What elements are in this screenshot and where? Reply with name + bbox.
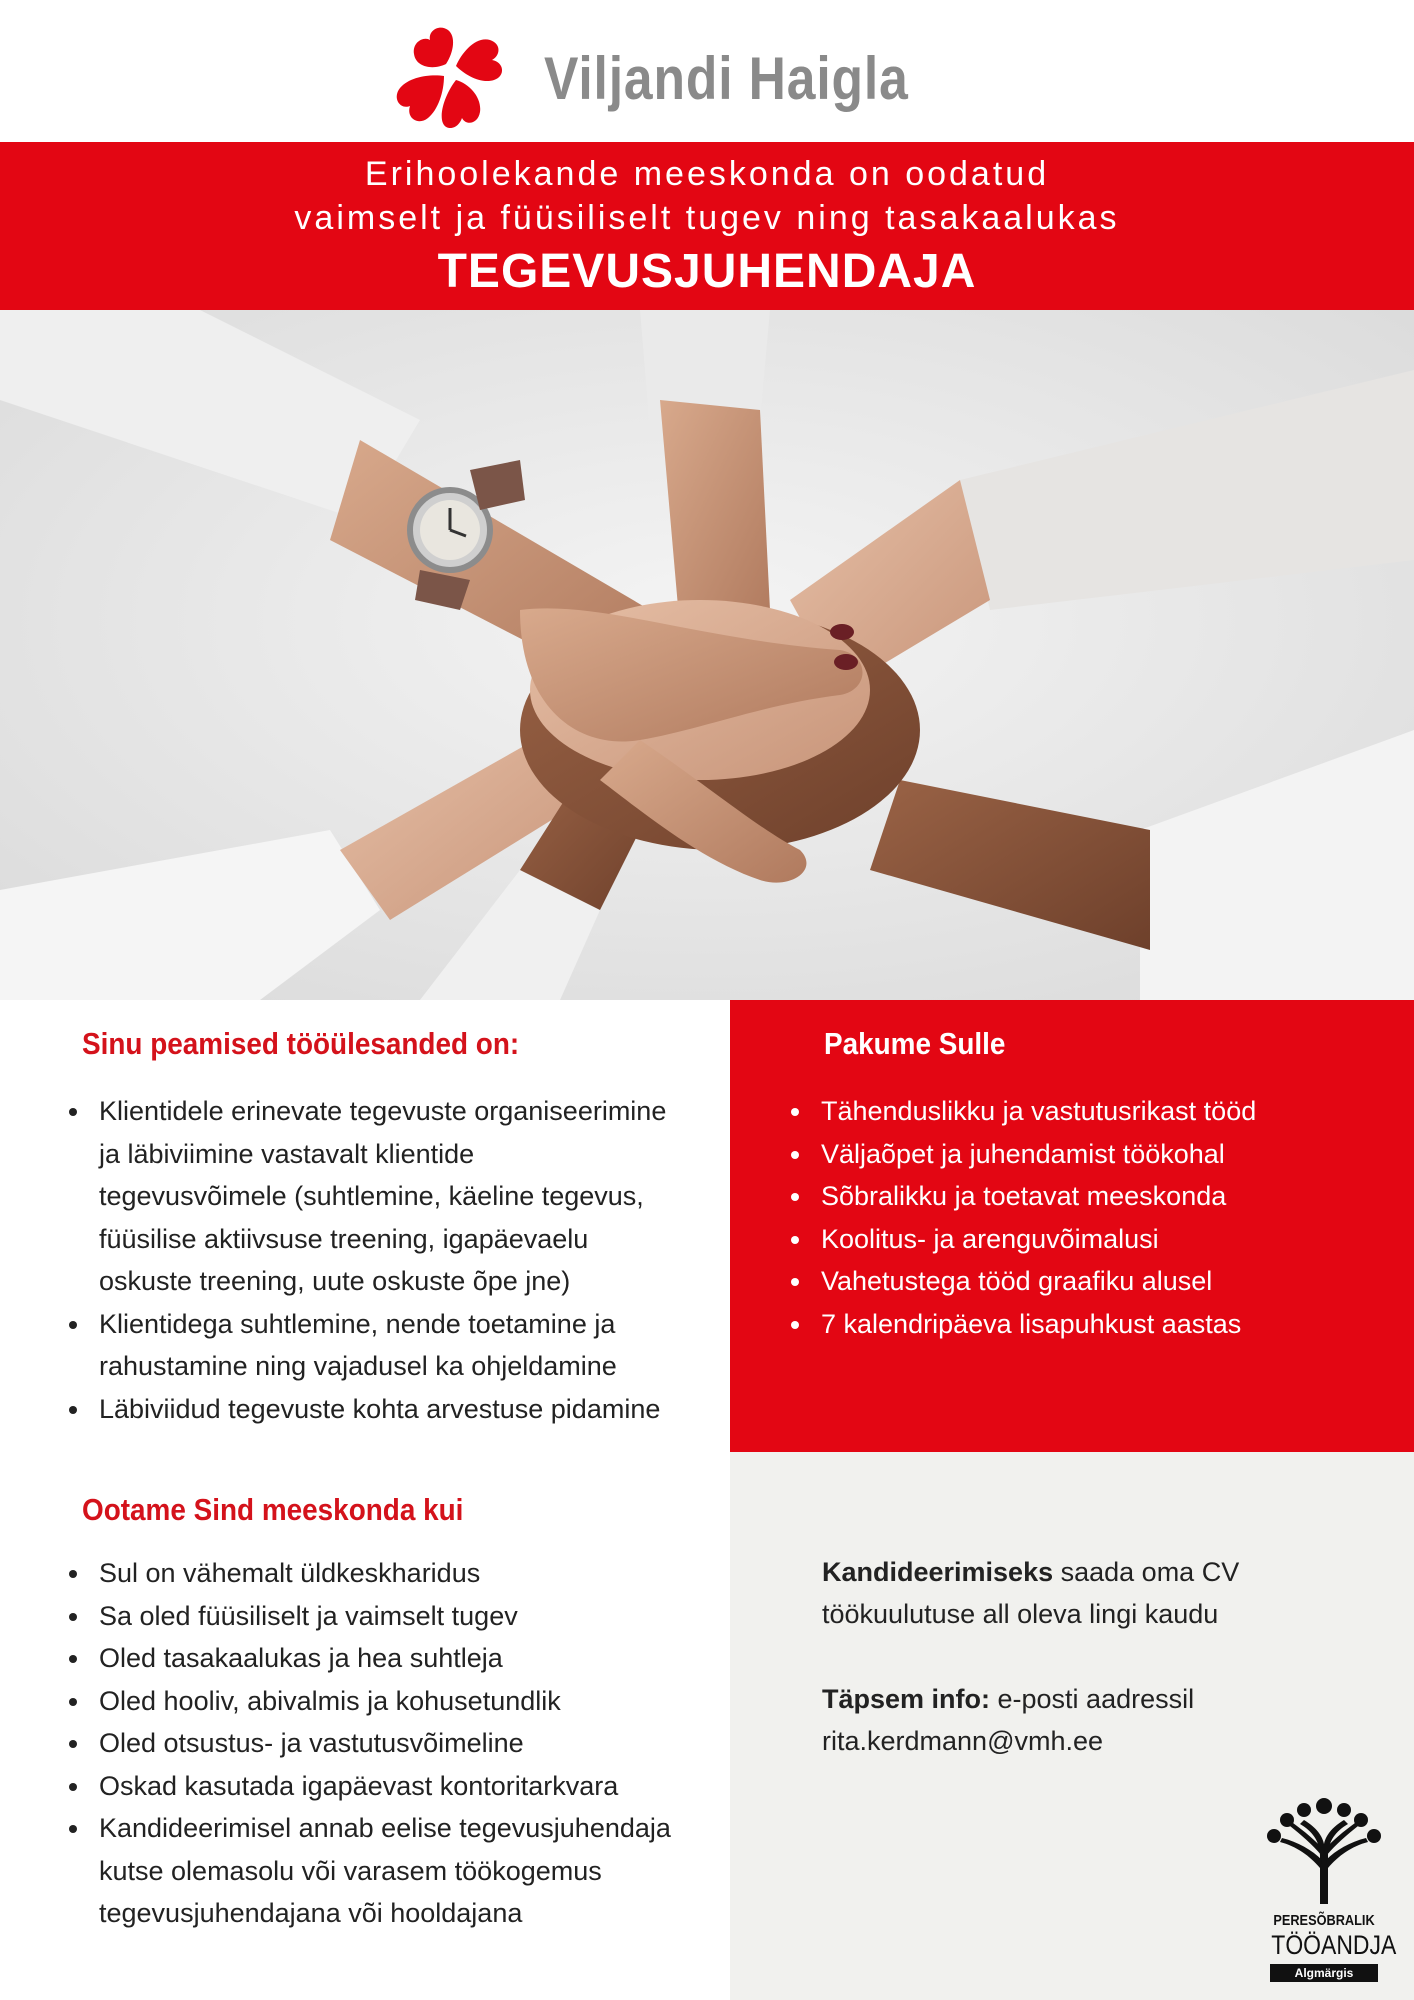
list-item bbox=[66, 1552, 706, 1595]
apply-text bbox=[822, 1551, 1239, 1635]
list-item-line: Klientidega suhtlemine, nende toetamine ja bbox=[99, 1308, 616, 1339]
list-item-line: Oled tasakaalukas ja hea suhtleja bbox=[99, 1643, 503, 1673]
list-item bbox=[66, 1765, 706, 1808]
list-item-line: rahustamine ning vajadusel ka ohjeldamine bbox=[99, 1351, 617, 1381]
stacked-hands-photo bbox=[0, 310, 1414, 1000]
requirements-heading: Ootame Sind meeskonda kui bbox=[82, 1492, 464, 1527]
list-item-line: tegevusvõimele (suhtlemine, käeline tegevus, bbox=[99, 1181, 644, 1211]
offer-list-wrapper bbox=[730, 1000, 1414, 1452]
offer-list bbox=[788, 1090, 1388, 1345]
brand-name: Viljandi Haigla bbox=[544, 45, 909, 112]
list-item bbox=[66, 1303, 706, 1388]
list-item-line: kutse olemasolu või varasem töökogemus bbox=[99, 1855, 602, 1886]
list-item bbox=[66, 1807, 706, 1935]
list-item-line: Sa oled füüsiliselt ja vaimselt tugev bbox=[99, 1600, 518, 1631]
list-item: Sõbralikku ja toetavat meeskonda bbox=[788, 1175, 1388, 1218]
list-item-line: Klientidele erinevate tegevuste organiseerimine bbox=[99, 1096, 667, 1126]
list-item: Väljaõpet ja juhendamist töökohal bbox=[788, 1133, 1388, 1176]
title-banner bbox=[0, 142, 1414, 310]
list-item-line: Läbiviidud tegevuste kohta arvestuse pidamine bbox=[99, 1393, 661, 1424]
requirements-list bbox=[66, 1552, 706, 1935]
list-item: Tähenduslikku ja vastutusrikast tööd bbox=[788, 1090, 1388, 1133]
list-item-line: ja läbiviimine vastavalt klientide bbox=[99, 1138, 475, 1169]
offer-heading: Pakume Sulle bbox=[824, 1026, 1006, 1061]
list-item-line: Kandideerimisel annab eelise tegevusjuhendaja bbox=[99, 1813, 671, 1843]
list-item-line: oskuste treening, uute oskuste õpe jne) bbox=[99, 1266, 571, 1296]
duties-list bbox=[66, 1090, 706, 1430]
list-item: 7 kalendripäeva lisapuhkust aastas bbox=[788, 1303, 1388, 1346]
list-item bbox=[66, 1090, 706, 1303]
banner-line-2: vaimselt ja füüsiliselt tugev ning tasakaalukas bbox=[294, 199, 1120, 237]
info-rest: e-posti aadressil bbox=[990, 1684, 1195, 1714]
list-item: Vahetustega tööd graafiku alusel bbox=[788, 1260, 1388, 1303]
family-friendly-badge bbox=[1262, 1796, 1397, 1986]
list-item-line: füüsilise aktiivsuse treening, igapäevaelu bbox=[99, 1223, 589, 1254]
logo bbox=[366, 18, 926, 138]
info-bold: Täpsem info: bbox=[822, 1684, 991, 1714]
list-item-line: Oskad kasutada igapäevast kontoritarkvara bbox=[99, 1770, 619, 1801]
badge-line-2: TÖÖANDJA bbox=[1271, 1930, 1397, 1960]
job-title: TEGEVUSJUHENDAJA bbox=[437, 245, 977, 298]
info-text bbox=[822, 1678, 1194, 1762]
apply-line-2: töökuulutuse all oleva lingi kaudu bbox=[822, 1599, 1219, 1629]
family-tree-icon bbox=[1262, 1796, 1386, 1906]
list-item-line: Sul on vähemalt üldkeskharidus bbox=[99, 1558, 481, 1588]
list-item-line: Oled otsustus- ja vastutusvõimeline bbox=[99, 1728, 524, 1758]
list-item bbox=[66, 1722, 706, 1765]
list-item bbox=[66, 1637, 706, 1680]
clover-logo-icon bbox=[366, 18, 536, 138]
apply-rest: saada oma CV bbox=[1053, 1557, 1240, 1587]
list-item bbox=[66, 1680, 706, 1723]
list-item bbox=[66, 1595, 706, 1638]
apply-bold: Kandideerimiseks bbox=[822, 1557, 1054, 1587]
list-item-line: tegevusjuhendajana või hooldajana bbox=[99, 1898, 523, 1928]
list-item bbox=[66, 1388, 706, 1431]
list-item-line: Oled hooliv, abivalmis ja kohusetundlik bbox=[99, 1685, 561, 1716]
hands-illustration bbox=[0, 310, 1414, 1000]
badge-line-3: Algmärgis bbox=[1270, 1964, 1378, 1982]
contact-email[interactable]: rita.kerdmann@vmh.ee bbox=[822, 1726, 1104, 1756]
header bbox=[0, 0, 1414, 142]
duties-heading: Sinu peamised tööülesanded on: bbox=[82, 1026, 520, 1061]
badge-line-1: PERESÕBRALIK bbox=[1273, 1912, 1375, 1929]
banner-line-1: Erihoolekande meeskonda on oodatud bbox=[364, 155, 1050, 193]
list-item: Koolitus- ja arenguvõimalusi bbox=[788, 1218, 1388, 1261]
